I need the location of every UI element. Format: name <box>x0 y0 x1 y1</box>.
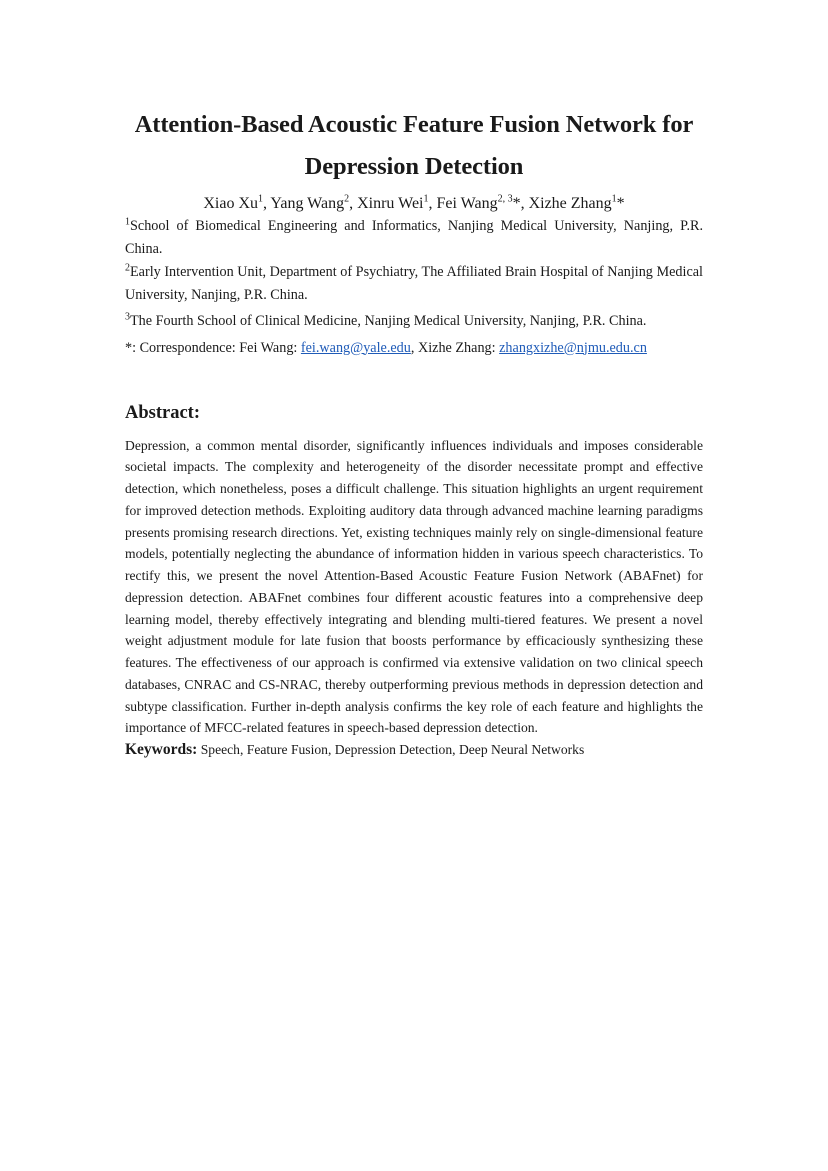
keywords-label: Keywords: <box>125 741 198 758</box>
email-link-xizhe-zhang[interactable]: zhangxizhe@njmu.edu.cn <box>499 339 647 356</box>
author-affiliation-sup: 1 <box>611 193 617 205</box>
affiliation-text: Early Intervention Unit, Department of Psychiatry, The Affiliated Brain Hospital of Nanjing Medical University, Nanjing, P.R. China. <box>125 264 703 303</box>
author-separator: , <box>428 195 437 212</box>
affiliation-text: School of Biomedical Engineering and Informatics, Nanjing Medical University, Nanjing, P.R. China. <box>125 218 703 257</box>
author-affiliation-sup: 2 <box>344 193 350 205</box>
affiliation-text: The Fourth School of Clinical Medicine, Nanjing Medical University, Nanjing, P.R. China. <box>130 313 647 329</box>
abstract-body: Depression, a common mental disorder, significantly influences individuals and imposes considerable societal impacts. The complexity and heterogeneity of the disorder necessitate prompt and effective detection, which nonetheless, poses a difficult challenge. This situation highlights an urgent requirement for improved detection methods. Exploiting auditory data through advanced machine learning paradigms presents promising research directions. Yet, existing techniques mainly rely on single-dimensional feature models, potentially neglecting the abundance of information hidden in various speech characteristics. To rectify this, we present the novel Attention-Based Acoustic Feature Fusion Network (ABAFnet) for depression detection. ABAFnet combines four different acoustic features into a comprehensive deep learning model, thereby effectively integrating and blending multi-tiered features. We present a novel weight adjustment module for late fusion that boosts performance by efficaciously synthesizing these features. The effectiveness of our approach is confirmed via extensive validation on two clinical speech databases, CNRAC and CS-NRAC, thereby outperforming previous methods in depression detection and subtype classification. Further in-depth analysis confirms the key role of each feature and highlights the importance of MFCC-related features in speech-based depression detection. <box>125 437 703 736</box>
author-name: Xinru Wei <box>357 195 424 212</box>
affiliation-3 <box>125 310 703 333</box>
affiliation-sup: 3 <box>125 311 130 323</box>
paper-title <box>125 104 703 188</box>
keywords-line <box>125 739 703 761</box>
correspondence-middle: , Xizhe Zhang: <box>410 339 500 356</box>
affiliation-sup: 1 <box>125 216 130 228</box>
paper-title-line-1: Attention-Based Acoustic Feature Fusion Network for <box>134 111 694 138</box>
corresponding-author-mark: * <box>616 195 625 212</box>
corresponding-author-mark: * <box>512 195 521 212</box>
author-separator: , <box>349 195 358 212</box>
author-name: Fei Wang <box>436 195 498 212</box>
author-affiliation-sup: 2, 3 <box>497 193 513 205</box>
author-separator: , <box>520 195 529 212</box>
affiliation-1 <box>125 215 703 260</box>
paper-title-line-2: Depression Detection <box>304 153 524 180</box>
author-name: Yang Wang <box>270 195 345 212</box>
paper-page <box>125 104 703 761</box>
keywords-text: Speech, Feature Fusion, Depression Detection, Deep Neural Networks <box>197 742 585 757</box>
affiliation-2 <box>125 261 703 306</box>
author-list <box>125 194 703 214</box>
correspondence-prefix: *: Correspondence: Fei Wang: <box>125 339 301 356</box>
author-affiliation-sup: 1 <box>423 193 429 205</box>
author-name: Xiao Xu <box>203 195 258 212</box>
author-affiliation-sup: 1 <box>258 193 263 205</box>
affiliation-sup: 2 <box>125 262 130 274</box>
author-name: Xizhe Zhang <box>528 195 612 212</box>
email-link-fei-wang[interactable]: fei.wang@yale.edu <box>300 339 411 356</box>
author-separator: , <box>263 195 271 212</box>
correspondence-line <box>125 337 703 359</box>
abstract-heading: Abstract: <box>125 402 201 423</box>
